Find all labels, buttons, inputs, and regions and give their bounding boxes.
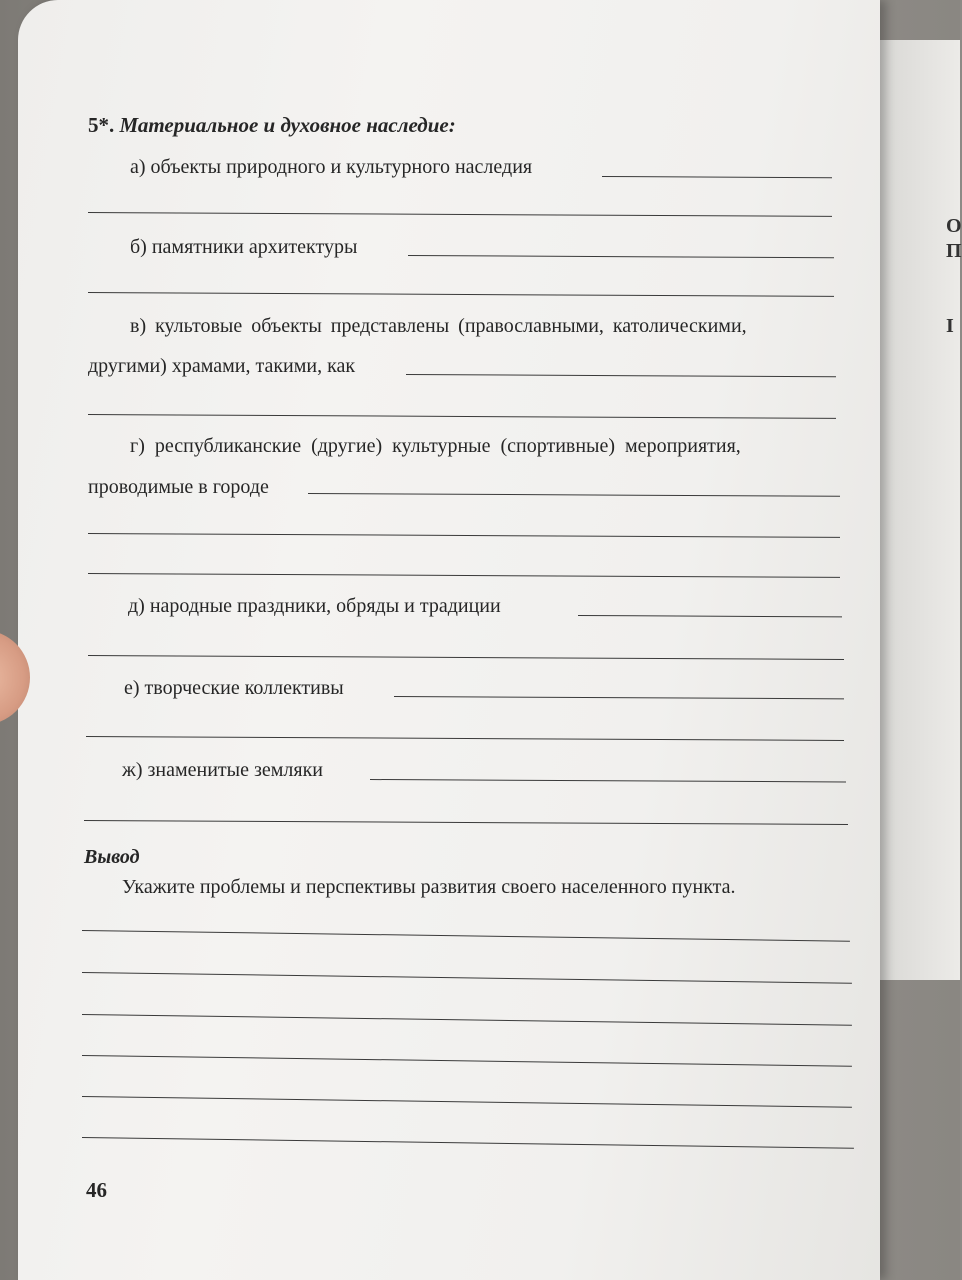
adjacent-page-letter: І <box>946 315 954 337</box>
item-g-line1: г) республиканские (другие) культурные (спортивные) мероприятия, <box>130 435 741 457</box>
page-number: 46 <box>86 1178 107 1202</box>
adjacent-page-letter: П <box>946 240 962 262</box>
conclusion-prompt: Укажите проблемы и перспективы развития своего населенного пункта. <box>122 876 736 898</box>
adjacent-page-letter: О <box>946 215 962 237</box>
item-v-line2: другими) храмами, такими, как <box>88 355 356 377</box>
task-title: Материальное и духовное наследие: <box>119 113 456 137</box>
item-g-line2: проводимые в городе <box>88 476 269 498</box>
item-d: д) народные праздники, обряды и традиции <box>128 595 501 617</box>
item-a: а) объекты природного и культурного наследия <box>130 156 533 178</box>
task-number: 5*. <box>88 113 115 137</box>
task-heading <box>88 113 456 138</box>
conclusion-label: Вывод <box>84 846 140 868</box>
item-v-line1: в) культовые объекты представлены (православными, католическими, <box>130 315 747 337</box>
workbook-page <box>18 0 880 1280</box>
adjacent-page <box>880 40 960 980</box>
item-e: е) творческие коллективы <box>124 677 344 699</box>
item-b: б) памятники архитектуры <box>130 236 358 258</box>
item-zh: ж) знаменитые земляки <box>122 759 323 781</box>
